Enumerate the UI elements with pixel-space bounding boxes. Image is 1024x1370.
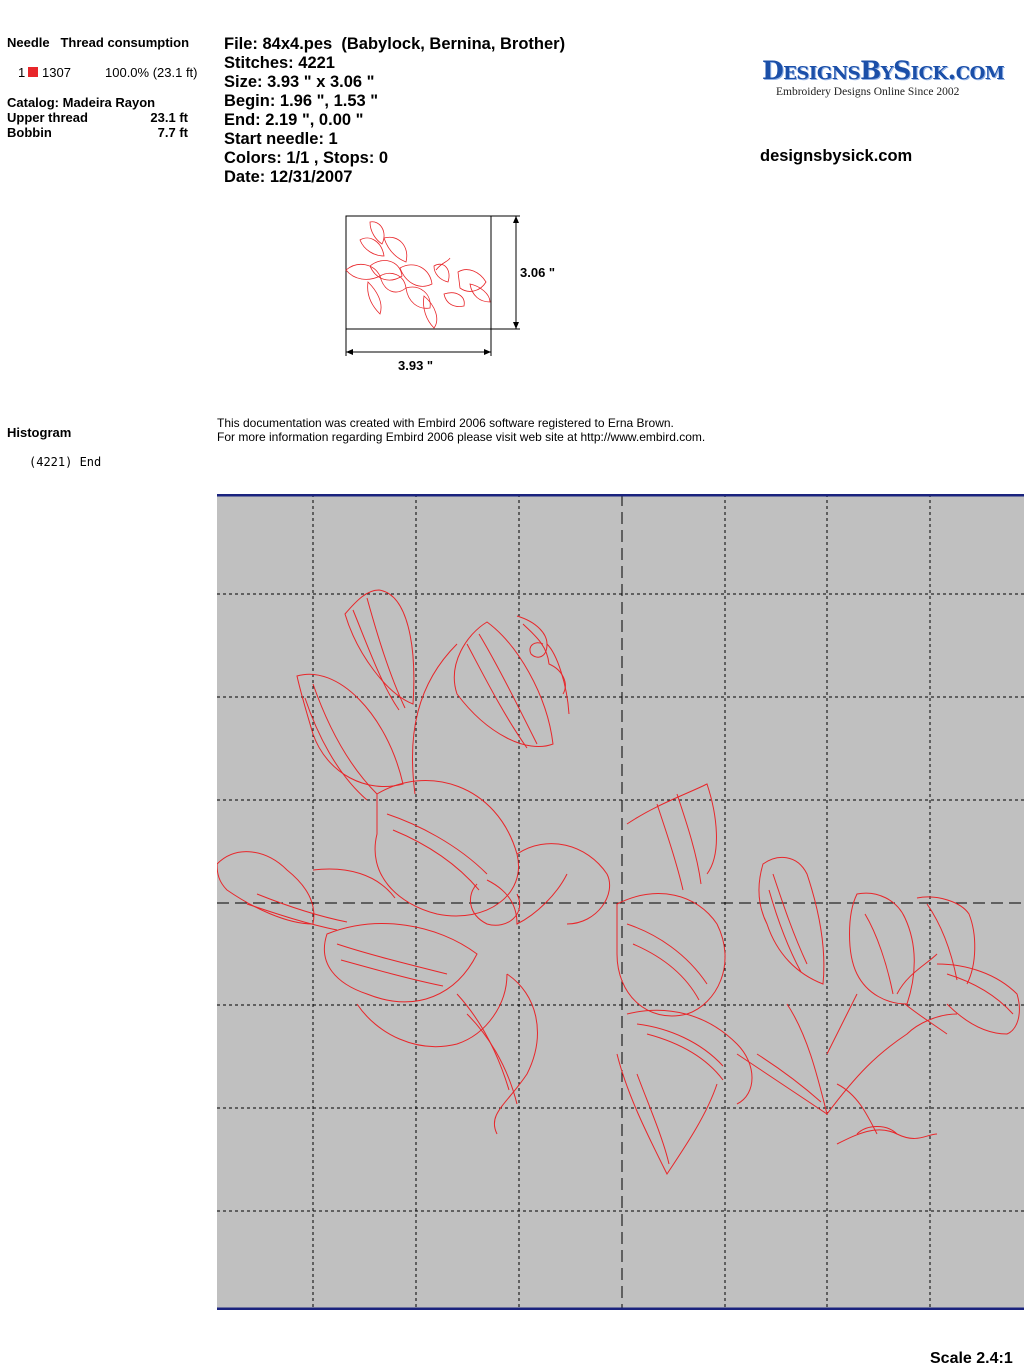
logo-wordmark: DesignsBySick.com [762,56,1005,85]
start-needle: Start needle: 1 [224,130,338,148]
upper-thread-label: Upper thread [7,110,88,125]
file-name: File: 84x4.pes (Babylock, Bernina, Brother) [224,35,566,53]
thread-consumption-column-header: Thread consumption [60,35,190,50]
thumbnail-height-label: 3.06 " [520,265,556,280]
histogram-title: Histogram [7,425,72,440]
documentation-note [217,416,705,444]
thread-code: 1307 [42,65,71,80]
thread-row [7,65,212,81]
design-preview [217,494,1024,1310]
design-thumbnail [340,210,525,360]
needle-number: 1 [18,65,26,80]
doc-note-line1: This documentation was created with Embird 2006 software registered to Erna Brown. [217,416,674,430]
thread-table-header [7,35,189,50]
bobbin-value: 7.7 ft [157,125,188,140]
thread-color-swatch [28,67,38,77]
doc-note-line2: For more information regarding Embird 2006 please visit web site at http://www.embird.com. [217,430,706,444]
stitch-count: Stitches: 4221 [224,54,335,72]
file-info [224,35,565,187]
begin-coords: Begin: 1.96 ", 1.53 " [224,92,379,110]
thread-consumption: 100.0% (23.1 ft) [105,65,198,80]
website-text: designsbysick.com [760,147,913,165]
thumbnail-width-label: 3.93 " [398,358,434,373]
colors-stops: Colors: 1/1 , Stops: 0 [224,149,389,167]
logo-tagline: Embroidery Designs Online Since 2002 [776,86,960,98]
scale-label: Scale 2.4:1 [930,1350,1013,1367]
histogram-entry: (4221) End [29,455,102,469]
date: Date: 12/31/2007 [224,168,353,186]
end-coords: End: 2.19 ", 0.00 " [224,111,364,129]
upper-thread-value: 23.1 ft [150,110,188,125]
catalog-label: Catalog: Madeira Rayon [7,95,156,110]
bobbin-label: Bobbin [7,125,52,140]
designsbysick-logo [762,56,1005,104]
catalog-block [7,95,192,140]
needle-column-header: Needle [7,35,50,50]
design-size: Size: 3.93 " x 3.06 " [224,73,375,91]
